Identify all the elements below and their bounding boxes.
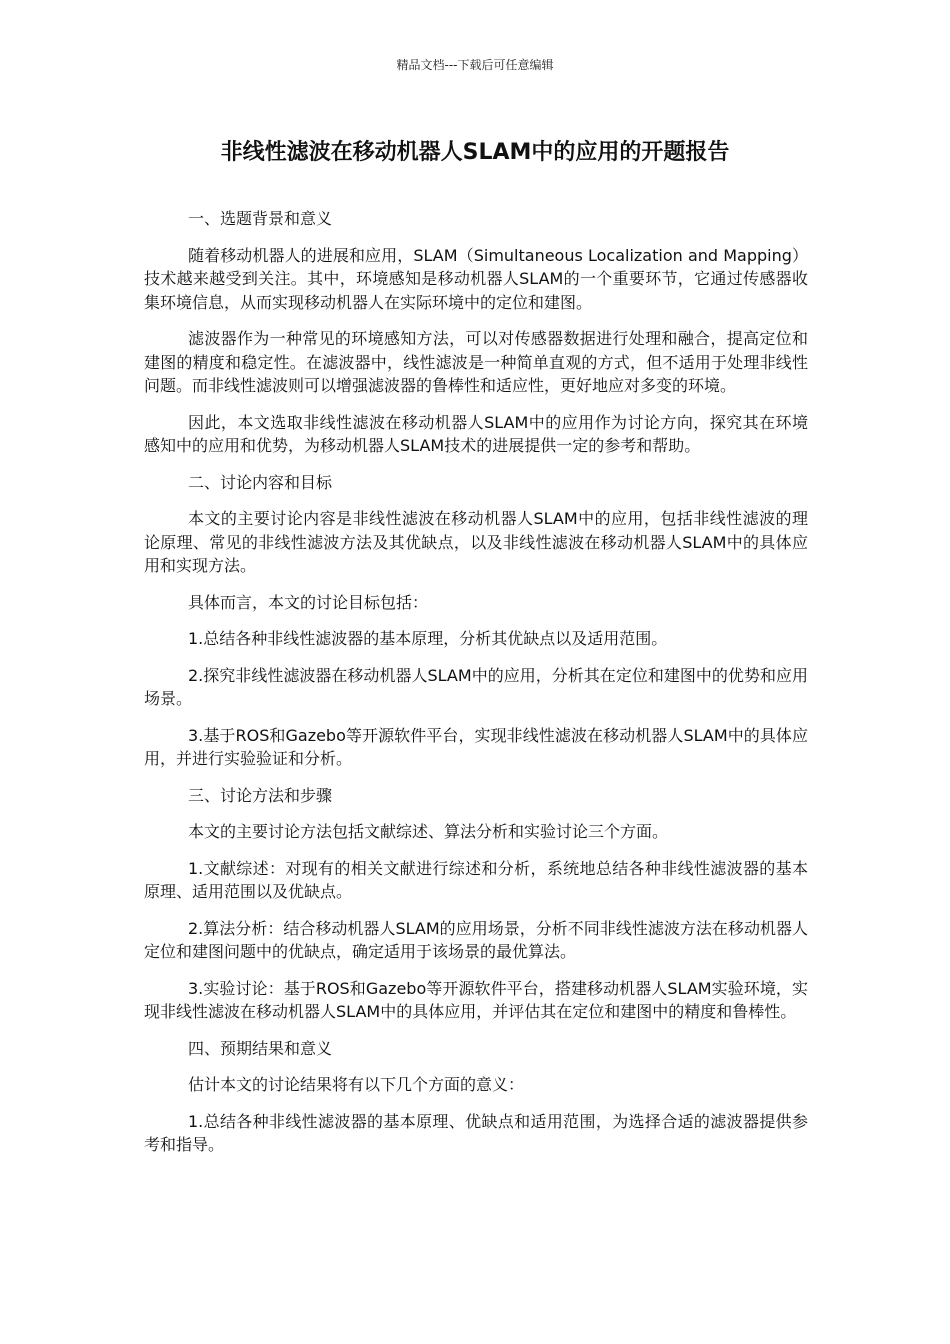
section-heading: 一、选题背景和意义 bbox=[188, 209, 333, 228]
document-body bbox=[144, 207, 808, 1170]
paragraph: 滤波器作为一种常见的环境感知方法，可以对传感器数据进行处理和融合，提高定位和建图的精度和稳定性。在滤波器中，线性滤波是一种简单直观的方式，但不适用于处理非线性问题。而非线性滤波则可以增强滤波器的鲁棒性和适应性，更好地应对多变的环境。 bbox=[144, 329, 808, 395]
list-item: 1.总结各种非线性滤波器的基本原理，分析其优缺点以及适用范围。 bbox=[188, 629, 668, 648]
list-item: 3.实验讨论：基于ROS和Gazebo等开源软件平台，搭建移动机器人SLAM实验环境，实现非线性滤波在移动机器人SLAM中的具体应用，并评估其在定位和建图中的精度和鲁棒性。 bbox=[144, 978, 808, 1021]
list-item: 3.基于ROS和Gazebo等开源软件平台，实现非线性滤波在移动机器人SLAM中的具体应用，并进行实验验证和分析。 bbox=[144, 725, 808, 768]
section-heading: 四、预期结果和意义 bbox=[188, 1038, 333, 1058]
paragraph: 因此，本文选取非线性滤波在移动机器人SLAM中的应用作为讨论方向，探究其在环境感知中的应用和优势，为移动机器人SLAM技术的进展提供一定的参考和帮助。 bbox=[144, 412, 808, 455]
paragraph: 估计本文的讨论结果将有以下几个方面的意义： bbox=[188, 1075, 525, 1094]
document-title: 非线性滤波在移动机器人SLAM中的应用的开题报告 bbox=[220, 140, 730, 165]
section-heading: 二、讨论内容和目标 bbox=[188, 472, 333, 492]
list-item: 2.算法分析：结合移动机器人SLAM的应用场景，分析不同非线性滤波方法在移动机器人定位和建图问题中的优缺点，确定适用于该场景的最优算法。 bbox=[144, 918, 808, 961]
list-item: 2.探究非线性滤波器在移动机器人SLAM中的应用，分析其在定位和建图中的优势和应用场景。 bbox=[144, 665, 808, 708]
paragraph: 本文的主要讨论方法包括文献综述、算法分析和实验讨论三个方面。 bbox=[188, 822, 669, 841]
list-item: 1.总结各种非线性滤波器的基本原理、优缺点和适用范围，为选择合适的滤波器提供参考和指导。 bbox=[144, 1111, 808, 1154]
list-item: 1.文献综述：对现有的相关文献进行综述和分析，系统地总结各种非线性滤波器的基本原理、适用范围以及优缺点。 bbox=[144, 858, 808, 901]
paragraph: 随着移动机器人的进展和应用，SLAM（Simultaneous Localization and Mapping）技术越来越受到关注。其中，环境感知是移动机器人SLAM的一个重要环节，它通过传感器收集环境信息，从而实现移动机器人在实际环境中的定位和建图。 bbox=[144, 245, 808, 312]
page-header-note: 精品文档---下载后可任意编辑 bbox=[396, 58, 554, 72]
paragraph: 本文的主要讨论内容是非线性滤波在移动机器人SLAM中的应用，包括非线性滤波的理论原理、常见的非线性滤波方法及其优缺点，以及非线性滤波在移动机器人SLAM中的具体应用和实现方法。 bbox=[144, 509, 808, 575]
paragraph: 具体而言，本文的讨论目标包括： bbox=[188, 592, 429, 612]
section-heading: 三、讨论方法和步骤 bbox=[188, 785, 333, 805]
